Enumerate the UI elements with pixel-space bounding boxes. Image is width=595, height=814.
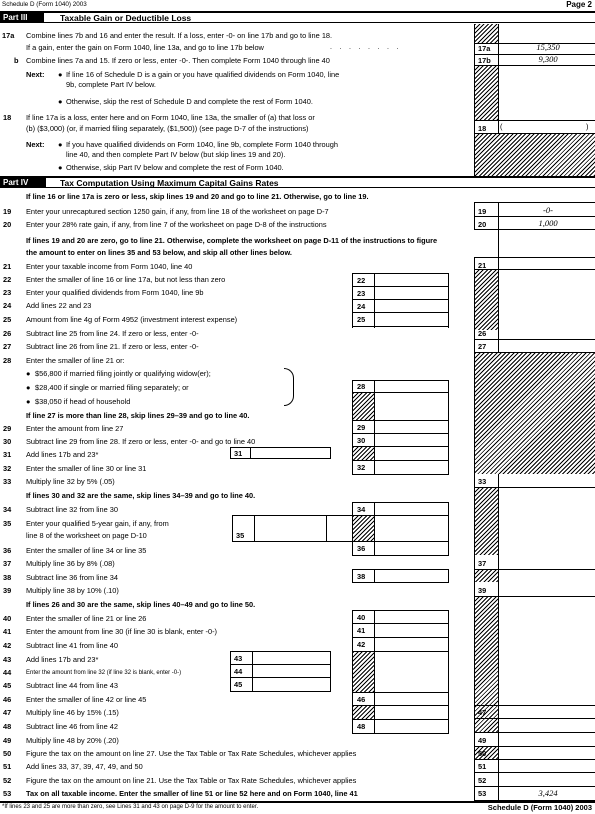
note-28: If line 27 is more than line 28, skip lines 29–39 and go to line 40.: [26, 411, 250, 420]
part4-title: Tax Computation Using Maximum Capital Gains Rates: [60, 178, 279, 188]
line-number: 21: [3, 262, 12, 271]
line-box: 47: [478, 708, 487, 717]
line-box: 46: [357, 695, 366, 704]
leader-dots: . . . . . . . .: [330, 44, 402, 51]
line-50-text: Figure the tax on the amount on line 27. Use the Tax Table or Tax Rate Schedules, whichever applies: [26, 749, 357, 758]
line-44-text: Enter the amount from line 32 (if line 32 is blank, enter -0-): [26, 670, 182, 676]
col-divider: [374, 502, 375, 555]
page-number: Page 2: [566, 0, 592, 9]
shade: [475, 65, 498, 120]
note-39: If lines 26 and 30 are the same, skip lines 40–49 and go to line 50.: [26, 600, 256, 609]
line-box: 38: [357, 572, 366, 581]
col-divider: [448, 502, 449, 555]
line-number: 37: [3, 559, 12, 568]
line-box: 43: [234, 654, 243, 663]
line-41-text: Enter the amount from line 30 (if line 30 is blank, enter -0-): [26, 627, 218, 636]
line-box: 32: [357, 463, 366, 472]
bullet: ●: [26, 383, 31, 392]
bullet: ●: [58, 97, 63, 106]
line-number: 49: [3, 736, 12, 745]
col-divider: [374, 273, 375, 328]
part3-header: [0, 11, 595, 23]
line-number: 45: [3, 681, 12, 690]
rule: [352, 637, 449, 638]
line-18-number: 18: [3, 113, 12, 122]
line-20-text: Enter your 28% rate gain, if any, from line 7 of the worksheet on page D-8 of the instructions: [26, 220, 327, 229]
shade: [475, 487, 498, 555]
line-number: 28: [3, 356, 12, 365]
line-53-value[interactable]: 3,424: [538, 788, 558, 798]
rule: [474, 759, 595, 760]
line-19-number: 19: [3, 207, 12, 216]
line-box: 22: [357, 276, 366, 285]
rule: [474, 746, 595, 747]
rule: [352, 569, 449, 570]
line-number: 46: [3, 695, 12, 704]
next-instruction: If line 16 of Schedule D is a gain or you have qualified dividends on Form 1040, line: [66, 70, 340, 79]
line-number: 23: [3, 288, 12, 297]
line-box: 21: [478, 261, 487, 270]
line-25-text: Amount from line 4g of Form 4952 (investment interest expense): [26, 315, 238, 324]
line-number: 32: [3, 464, 12, 473]
paren-close: ): [586, 122, 589, 131]
col-divider: [326, 515, 327, 542]
col-divider: [352, 273, 353, 328]
line-22-text: Enter the smaller of line 16 or line 17a, but not less than zero: [26, 275, 226, 284]
rule: [352, 719, 449, 720]
line-28-option: $28,400 if single or married filing separately; or: [35, 383, 189, 392]
bullet: ●: [58, 70, 63, 79]
line-box: 33: [478, 477, 487, 486]
line-52-text: Figure the tax on the amount on line 21. Use the Tax Table or Tax Rate Schedules, whichever applies: [26, 776, 357, 785]
line-number: 50: [3, 749, 12, 758]
line-box: 35: [236, 531, 245, 540]
rule: [352, 273, 449, 274]
rule: [352, 312, 449, 313]
part3-badge: Part III: [0, 13, 44, 23]
line-number: 31: [3, 450, 12, 459]
line-box: 29: [357, 423, 366, 432]
line-number: 22: [3, 275, 12, 284]
shade: [475, 24, 498, 43]
line-19-text: Enter your unrecaptured section 1250 gain, if any, from line 18 of the worksheet on page D-7: [26, 207, 329, 216]
line-box: 28: [357, 382, 366, 391]
line-17b-text: Combine lines 7a and 15. If zero or less, enter -0-. Then complete Form 1040 through line 40: [26, 56, 330, 65]
rule: [352, 420, 449, 421]
rule: [352, 474, 449, 475]
next-instruction: line 40, and then complete Part IV below (but skip lines 19 and 20).: [66, 150, 286, 159]
rule: [352, 433, 449, 434]
rule: [474, 229, 595, 230]
line-42-text: Subtract line 41 from line 40: [26, 641, 119, 650]
line-20-box: 20: [478, 220, 487, 229]
col-divider: [498, 202, 499, 802]
line-21-text: Enter your taxable income from Form 1040, line 40: [26, 262, 193, 271]
line-31-text: Add lines 17b and 23*: [26, 450, 99, 459]
line-24-text: Add lines 22 and 23: [26, 301, 92, 310]
line-49-text: Multiply line 48 by 20% (.20): [26, 736, 119, 745]
line-26-text: Subtract line 25 from line 24. If zero or less, enter -0-: [26, 329, 199, 338]
rule: [352, 460, 449, 461]
line-17a-text: Combine lines 7b and 16 and enter the result. If a loss, enter -0- on line 17b and go to line 18.: [26, 31, 333, 40]
part3-title: Taxable Gain or Deductible Loss: [60, 13, 192, 23]
line-17b-number: b: [14, 56, 19, 65]
next-instruction: If you have qualified dividends on Form 1040, line 9b, complete Form 1040 through: [66, 140, 338, 149]
line-number: 41: [3, 627, 12, 636]
line-18-text-2: (b) ($3,000) (or, if married filing separately, ($1,500)) (see page D-7 of the instructions): [26, 124, 309, 133]
line-19-box: 19: [478, 207, 487, 216]
line-box: 52: [478, 776, 487, 785]
rule: [352, 733, 449, 734]
line-19-value[interactable]: -0-: [543, 205, 553, 215]
line-34-text: Subtract line 32 from line 30: [26, 505, 119, 514]
shade: [353, 447, 374, 460]
shade: [353, 516, 374, 541]
rule: [230, 651, 331, 652]
line-number: 53: [3, 789, 12, 798]
line-28-option: $38,050 if head of household: [35, 397, 131, 406]
line-box: 49: [478, 736, 487, 745]
next-instruction: Otherwise, skip the rest of Schedule D and complete the rest of Form 1040.: [66, 97, 313, 106]
col-divider: [448, 273, 449, 328]
line-number: 35: [3, 519, 12, 528]
line-box: 24: [357, 302, 366, 311]
rule: [352, 326, 449, 327]
line-46-text: Enter the smaller of line 42 or line 45: [26, 695, 147, 704]
col-divider: [374, 610, 375, 733]
rule: [352, 623, 449, 624]
line-47-text: Multiply line 46 by 15% (.15): [26, 708, 119, 717]
rule: [474, 339, 595, 340]
line-box: 50: [478, 749, 487, 758]
footer-form: Schedule D (Form 1040) 2003: [487, 803, 592, 812]
line-20-number: 20: [3, 220, 12, 229]
line-box: 25: [357, 315, 366, 324]
line-box: 31: [234, 449, 243, 458]
rule: [474, 65, 595, 66]
col-divider: [448, 569, 449, 582]
line-box: 37: [478, 559, 487, 568]
shade: [475, 353, 595, 474]
part4-intro-3: the amount to enter on lines 35 and 53 below, and skip all other lines below.: [26, 248, 292, 257]
rule: [352, 286, 449, 287]
rule: [474, 786, 595, 787]
line-17b-box: 17b: [478, 56, 491, 65]
line-number: 36: [3, 546, 12, 555]
rule: [474, 705, 595, 706]
rule: [474, 202, 595, 203]
line-number: 44: [3, 668, 12, 677]
line-17b-value[interactable]: 9,300: [538, 54, 558, 64]
bullet: ●: [58, 140, 63, 149]
line-number: 39: [3, 586, 12, 595]
line-37-text: Multiply line 36 by 8% (.08): [26, 559, 115, 568]
line-53-text: Tax on all taxable income. Enter the smaller of line 51 or line 52 here and on Form 1040, line 41: [26, 789, 358, 798]
line-48-text: Subtract line 46 from line 42: [26, 722, 119, 731]
line-38-text: Subtract line 36 from line 34: [26, 573, 119, 582]
line-box: 44: [234, 667, 243, 676]
rule: [474, 257, 595, 258]
col-divider: [448, 610, 449, 733]
shade: [353, 652, 374, 692]
shade: [353, 393, 374, 420]
part4-header: [0, 176, 595, 188]
col-divider: [250, 447, 251, 459]
rule: [474, 487, 595, 488]
brace: [284, 368, 294, 406]
line-36-text: Enter the smaller of line 34 or line 35: [26, 546, 147, 555]
rule: [352, 582, 449, 583]
bullet: ●: [26, 397, 31, 406]
line-23-text: Enter your qualified dividends from Form 1040, line 9b: [26, 288, 204, 297]
rule: [352, 380, 449, 381]
line-box: 39: [478, 586, 487, 595]
rule: [474, 718, 595, 719]
line-51-text: Add lines 33, 37, 39, 47, 49, and 50: [26, 762, 143, 771]
line-box: 40: [357, 613, 366, 622]
line-box: 53: [478, 789, 487, 798]
line-number: 38: [3, 573, 12, 582]
line-box: 27: [478, 342, 487, 351]
rule: [352, 610, 449, 611]
col-divider: [352, 569, 353, 582]
line-number: 52: [3, 776, 12, 785]
rule: [352, 692, 449, 693]
bullet: ●: [58, 163, 63, 172]
shade: [475, 569, 498, 582]
line-number: 29: [3, 424, 12, 433]
rule: [474, 772, 595, 773]
line-box: 48: [357, 722, 366, 731]
rule: [474, 120, 595, 121]
rule: [474, 133, 595, 134]
next-instruction: Otherwise, skip Part IV below and complete the rest of Form 1040.: [66, 163, 284, 172]
col-divider: [254, 515, 255, 542]
col-divider: [252, 651, 253, 691]
line-45-text: Subtract line 44 from line 43: [26, 681, 119, 690]
part4-intro-2: If lines 19 and 20 are zero, go to line 21. Otherwise, complete the worksheet on page D-11 of the instructions to figure: [26, 236, 438, 245]
line-40-text: Enter the smaller of line 21 or line 26: [26, 614, 147, 623]
line-28-text: Enter the smaller of line 21 or:: [26, 356, 125, 365]
line-31-box: [230, 447, 331, 459]
rule: [352, 299, 449, 300]
line-box: 30: [357, 436, 366, 445]
rule: [230, 691, 331, 692]
line-number: 34: [3, 505, 12, 514]
line-box: 23: [357, 289, 366, 298]
line-17a-number: 17a: [2, 31, 15, 40]
line-20-value[interactable]: 1,000: [538, 218, 558, 228]
line-number: 33: [3, 477, 12, 486]
rule: [230, 664, 331, 665]
line-number: 25: [3, 315, 12, 324]
rule: [230, 677, 331, 678]
line-18-text: If line 17a is a loss, enter here and on Form 1040, line 13a, the smaller of (a) that loss or: [26, 113, 315, 122]
rule: [352, 502, 449, 503]
rule: [474, 732, 595, 733]
part4-intro: If line 16 or line 17a is zero or less, skip lines 19 and 20 and go to line 21. Otherwise, go to line 19.: [26, 192, 369, 201]
line-29-text: Enter the amount from line 27: [26, 424, 124, 433]
col-divider: [330, 651, 331, 691]
rule: [352, 541, 449, 542]
shade: [475, 269, 498, 330]
shade: [475, 133, 595, 176]
bullet: ●: [26, 369, 31, 378]
line-17a-value[interactable]: 15,350: [536, 42, 560, 52]
line-35-text: Enter your qualified 5-year gain, if any, from: [26, 519, 169, 528]
note-33: If lines 30 and 32 are the same, skip lines 34–39 and go to line 40.: [26, 491, 256, 500]
line-box: 26: [478, 329, 487, 338]
line-33-text: Multiply line 32 by 5% (.05): [26, 477, 115, 486]
line-39-text: Multiply line 38 by 10% (.10): [26, 586, 119, 595]
rule: [474, 269, 595, 270]
line-17a-text-2: If a gain, enter the gain on Form 1040, line 13a, and go to line 17b below: [26, 43, 264, 52]
line-18-box: 18: [478, 124, 487, 133]
form-reference: Schedule D (Form 1040) 2003: [2, 1, 87, 8]
line-box: 45: [234, 680, 243, 689]
line-number: 47: [3, 708, 12, 717]
line-number: 24: [3, 301, 12, 310]
line-28-option: $56,800 if married filing jointly or qualifying widow(er);: [35, 369, 211, 378]
rule: [474, 596, 595, 597]
line-box: 34: [357, 505, 366, 514]
line-number: 27: [3, 342, 12, 351]
line-number: 40: [3, 614, 12, 623]
part4-badge: Part IV: [0, 178, 46, 188]
next-instruction: 9b, complete Part IV below.: [66, 80, 156, 89]
next-label: Next:: [26, 140, 45, 149]
line-35-box: [232, 515, 353, 542]
line-17a-box: 17a: [478, 44, 491, 53]
rule: [474, 352, 595, 353]
line-box: 36: [357, 544, 366, 553]
line-number: 48: [3, 722, 12, 731]
line-box: 51: [478, 762, 487, 771]
line-number: 42: [3, 641, 12, 650]
shade: [353, 706, 374, 719]
line-32-text: Enter the smaller of line 30 or line 31: [26, 464, 147, 473]
line-box: 41: [357, 626, 366, 635]
line-number: 30: [3, 437, 12, 446]
line-27-text: Subtract line 26 from line 21. If zero or less, enter -0-: [26, 342, 199, 351]
footer-note: *If lines 23 and 25 are more than zero, see Lines 31 and 43 on page D-9 for the amount to enter.: [2, 804, 259, 810]
line-number: 43: [3, 655, 12, 664]
col-divider: [374, 569, 375, 582]
col-divider: [230, 651, 231, 691]
paren-open: (: [500, 122, 503, 131]
next-label: Next:: [26, 70, 45, 79]
line-number: 26: [3, 329, 12, 338]
line-35-text-2: line 8 of the worksheet on page D-10: [26, 531, 147, 540]
line-30-text: Subtract line 29 from line 28. If zero or less, enter -0- and go to line 40: [26, 437, 256, 446]
rule: [474, 216, 595, 217]
line-43-text: Add lines 17b and 23*: [26, 655, 99, 664]
line-number: 51: [3, 762, 12, 771]
rule: [474, 569, 595, 570]
line-box: 42: [357, 640, 366, 649]
rule: [352, 555, 449, 556]
